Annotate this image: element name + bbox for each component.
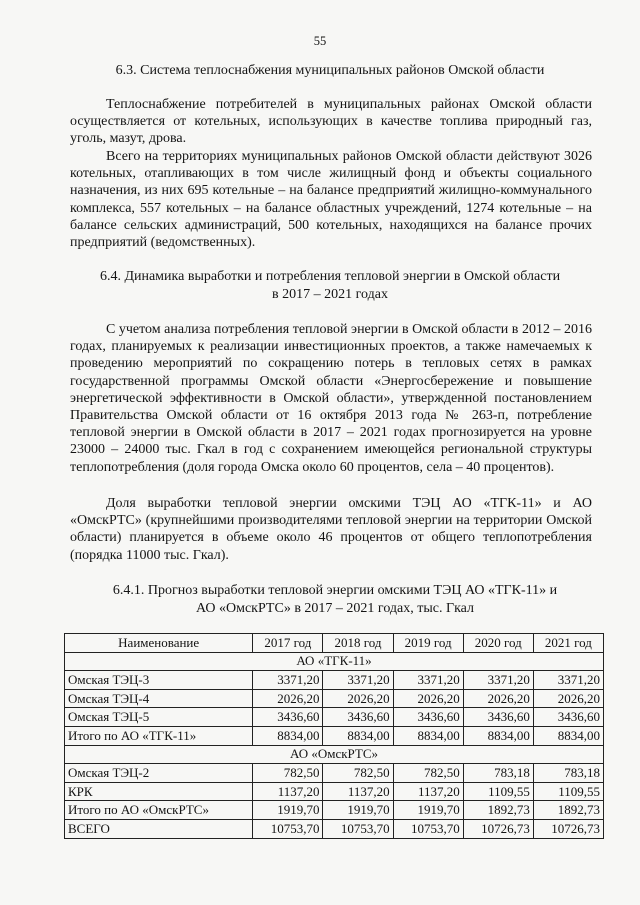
row-name: Омская ТЭЦ-4 bbox=[65, 689, 253, 708]
cell-value: 1919,70 bbox=[323, 801, 393, 820]
cell-value: 8834,00 bbox=[463, 726, 533, 745]
group-label: АО «ОмскРТС» bbox=[65, 745, 604, 764]
column-header: 2020 год bbox=[463, 634, 533, 653]
table-row bbox=[65, 671, 604, 690]
cell-value: 2026,20 bbox=[393, 689, 463, 708]
row-name: Итого по АО «ТГК-11» bbox=[65, 726, 253, 745]
cell-value: 3436,60 bbox=[393, 708, 463, 727]
table-group-row bbox=[65, 745, 604, 764]
table-row bbox=[65, 764, 604, 783]
table-group-row bbox=[65, 652, 604, 671]
table-subtotal-row bbox=[65, 801, 604, 820]
table-caption-line: АО «ОмскРТС» в 2017 – 2021 годах, тыс. Гкал bbox=[195, 601, 475, 616]
column-header: 2017 год bbox=[253, 634, 323, 653]
cell-value: 1919,70 bbox=[393, 801, 463, 820]
table-row bbox=[65, 689, 604, 708]
row-name: Омская ТЭЦ-2 bbox=[65, 764, 253, 783]
table-row bbox=[65, 708, 604, 727]
cell-value: 2026,20 bbox=[463, 689, 533, 708]
cell-value: 2026,20 bbox=[253, 689, 323, 708]
row-name: Итого по АО «ОмскРТС» bbox=[65, 801, 253, 820]
group-label: АО «ТГК-11» bbox=[65, 652, 604, 671]
row-name: ВСЕГО bbox=[65, 819, 253, 838]
cell-value: 10753,70 bbox=[253, 819, 323, 838]
cell-value: 3436,60 bbox=[463, 708, 533, 727]
section-6-4-heading-line: в 2017 – 2021 годах bbox=[272, 287, 388, 302]
cell-value: 8834,00 bbox=[253, 726, 323, 745]
cell-value: 3436,60 bbox=[323, 708, 393, 727]
cell-value: 10753,70 bbox=[393, 819, 463, 838]
table-caption-line: 6.4.1. Прогноз выработки тепловой энергии омскими ТЭЦ АО «ТГК-11» и bbox=[112, 583, 558, 598]
cell-value: 3371,20 bbox=[323, 671, 393, 690]
cell-value: 3436,60 bbox=[533, 708, 603, 727]
section-6-4-paragraph: С учетом анализа потребления тепловой энергии в Омской области в 2012 – 2016 годах, планируемых к реализации инвестиционных проектов, а также намечаемых к проведению мероприятий по сокращению потерь в тепловых сетях в рамках государственной программы Омской области «Энергосбережение и повышение энергетической эффективности в Омской области», утвержденной постановлением Правительства Омской области от 16 октября 2013 года № 263-п, потребление тепловой энергии в Омской области в 2017 – 2021 годах прогнозируется на уровне 23000 – 24000 тыс. Гкал в год с сохранением имеющейся региональной структуры теплопотребления (доля города Омска около 60 процентов, села – 40 процентов). bbox=[70, 322, 592, 475]
cell-value: 1109,55 bbox=[463, 782, 533, 801]
section-6-4-paragraph: Доля выработки тепловой энергии омскими ТЭЦ АО «ТГК-11» и АО «ОмскРТС» (крупнейшими производителями тепловой энергии на территории Омской области) планируется в объеме около 46 процентов от общего теплопотребления (порядка 11000 тыс. Гкал). bbox=[70, 496, 592, 563]
forecast-table bbox=[64, 633, 604, 839]
table-header-row bbox=[65, 634, 604, 653]
cell-value: 2026,20 bbox=[533, 689, 603, 708]
table-caption bbox=[70, 582, 600, 618]
cell-value: 782,50 bbox=[253, 764, 323, 783]
cell-value: 1109,55 bbox=[533, 782, 603, 801]
cell-value: 1137,20 bbox=[393, 782, 463, 801]
cell-value: 3371,20 bbox=[533, 671, 603, 690]
cell-value: 1137,20 bbox=[253, 782, 323, 801]
cell-value: 3371,20 bbox=[463, 671, 533, 690]
row-name: Омская ТЭЦ-5 bbox=[65, 708, 253, 727]
page-number: 55 bbox=[313, 34, 327, 48]
cell-value: 10726,73 bbox=[533, 819, 603, 838]
cell-value: 10726,73 bbox=[463, 819, 533, 838]
cell-value: 10753,70 bbox=[323, 819, 393, 838]
cell-value: 8834,00 bbox=[533, 726, 603, 745]
row-name: Омская ТЭЦ-3 bbox=[65, 671, 253, 690]
section-6-3-paragraph: Всего на территориях муниципальных районов Омской области действуют 3026 котельных, отапливающих в том числе жилищный фонд и объекты социального назначения, из них 695 котельные – на балансе предприятий жилищно-коммунального комплекса, 557 котельных – на балансе областных учреждений, 1274 котельные – на балансе сельских администраций, 500 котельных, находящихся на балансе прочих предприятий (ведомственных). bbox=[70, 149, 592, 251]
column-header: 2021 год bbox=[533, 634, 603, 653]
cell-value: 1137,20 bbox=[323, 782, 393, 801]
cell-value: 1919,70 bbox=[253, 801, 323, 820]
cell-value: 782,50 bbox=[323, 764, 393, 783]
column-header: Наименование bbox=[65, 634, 253, 653]
cell-value: 783,18 bbox=[533, 764, 603, 783]
cell-value: 783,18 bbox=[463, 764, 533, 783]
row-name: КРК bbox=[65, 782, 253, 801]
cell-value: 782,50 bbox=[393, 764, 463, 783]
cell-value: 3371,20 bbox=[393, 671, 463, 690]
cell-value: 1892,73 bbox=[463, 801, 533, 820]
cell-value: 2026,20 bbox=[323, 689, 393, 708]
table-row bbox=[65, 782, 604, 801]
section-6-3-heading: 6.3. Система теплоснабжения муниципальных районов Омской области bbox=[115, 63, 545, 78]
section-6-4-heading-line: 6.4. Динамика выработки и потребления тепловой энергии в Омской области bbox=[99, 269, 561, 284]
table-total-row bbox=[65, 819, 604, 838]
column-header: 2018 год bbox=[323, 634, 393, 653]
cell-value: 8834,00 bbox=[393, 726, 463, 745]
section-6-4-heading bbox=[70, 268, 590, 304]
cell-value: 8834,00 bbox=[323, 726, 393, 745]
cell-value: 1892,73 bbox=[533, 801, 603, 820]
section-6-3-paragraph: Теплоснабжение потребителей в муниципальных районах Омской области осуществляется от котельных, использующих в качестве топлива природный газ, уголь, мазут, дрова. bbox=[70, 97, 592, 147]
table-subtotal-row bbox=[65, 726, 604, 745]
cell-value: 3371,20 bbox=[253, 671, 323, 690]
cell-value: 3436,60 bbox=[253, 708, 323, 727]
column-header: 2019 год bbox=[393, 634, 463, 653]
